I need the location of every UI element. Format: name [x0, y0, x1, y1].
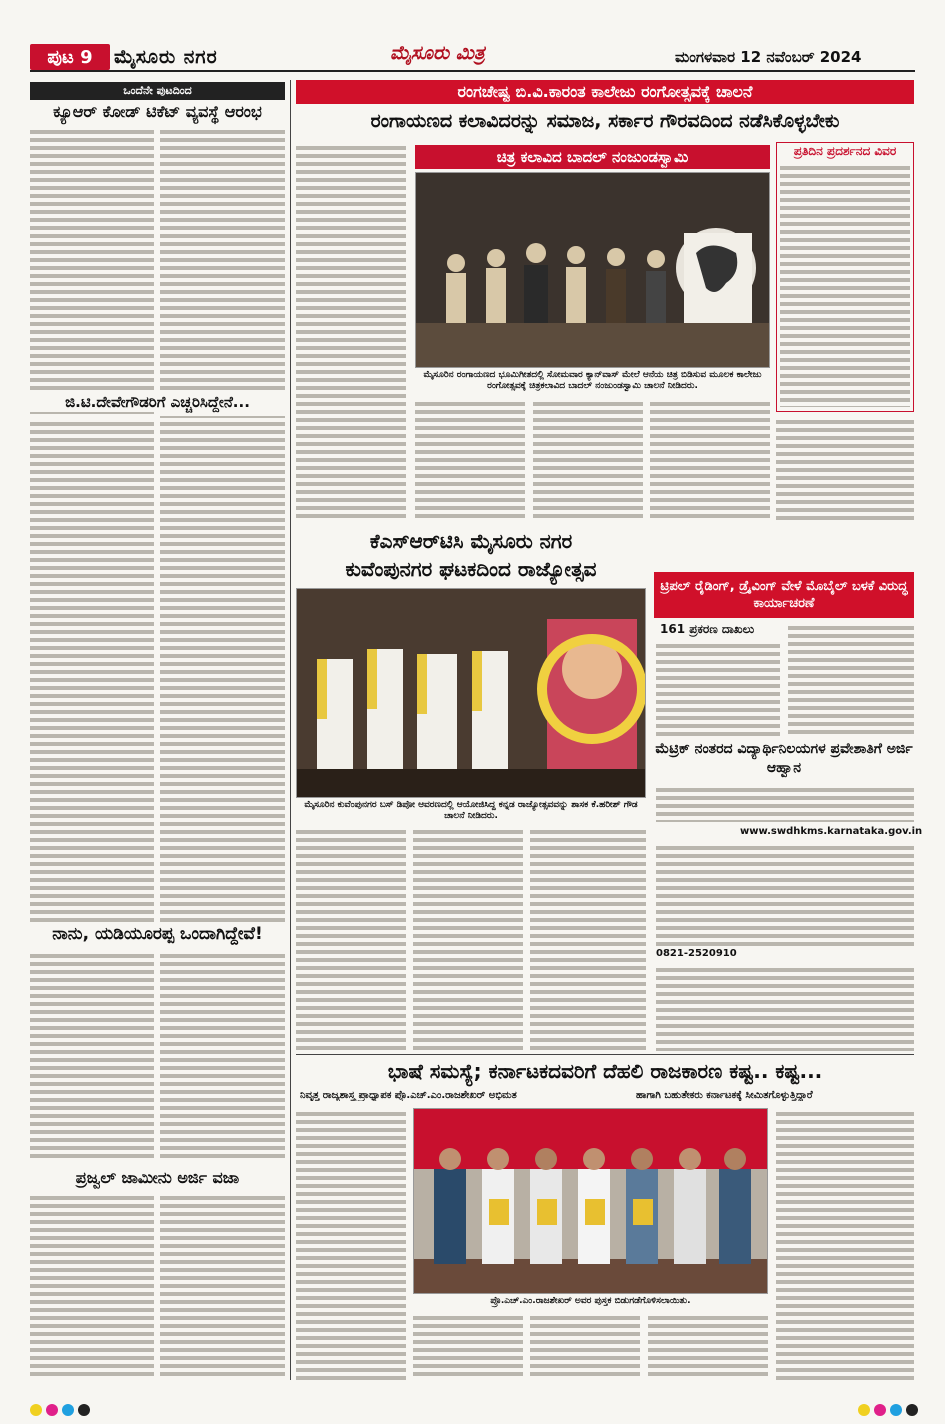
top-story-col2: [415, 398, 525, 522]
registration-marks-right: [858, 1404, 918, 1416]
traffic-headline: ಟ್ರಿಪಲ್ ರೈಡಿಂಗ್, ಡ್ರೈವಿಂಗ್ ವೇಳೆ ಮೊಬೈಲ್ ಬಳಕೆ ವಿರುದ್ಧ ಕಾರ್ಯಾಚರಣೆ: [654, 572, 914, 618]
issue-date: ಮಂಗಳವಾರ 12 ನವೆಂಬರ್ 2024: [675, 48, 862, 66]
top-story-col4: [650, 398, 770, 522]
ny-story-col2: [160, 950, 285, 1162]
bail-story-col1: [30, 1192, 154, 1378]
masthead-logo: ಮೈಸೂರು ಮಿತ್ರ: [390, 42, 485, 64]
top-story-headline: ರಂಗಾಯಣದ ಕಲಾವಿದರನ್ನು ಸಮಾಜ, ಸರ್ಕಾರ ಗೌರವದಿಂದ ನಡೆಸಿಕೊಳ್ಳಬೇಕು: [370, 110, 840, 132]
bail-story-col2: [160, 1192, 285, 1378]
jt-story-col1: [30, 418, 154, 928]
traffic-col1: [656, 640, 780, 736]
page-number-badge: ಪುಟ 9: [30, 44, 110, 70]
top-story-col3: [533, 398, 643, 522]
daily-shows-title: ಪ್ರತಿದಿನ ಪ್ರದರ್ಶನದ ವಿವರ: [793, 144, 897, 158]
section-title: ಮೈಸೂರು ನಗರ: [114, 46, 218, 68]
jt-story-col2: [160, 418, 285, 928]
left-column-kicker: ಒಂದೆನೇ ಪುಟದಿಂದ: [30, 82, 285, 100]
book-release-caption: ಪ್ರೊ.ಎಚ್.ಎಂ.ರಾಜಶೇಖರ್ ಅವರ ಪುಸ್ತಕ ಬಿಡುಗಡೆಗೊಳಿಸಲಾಯಿತು.: [490, 1296, 691, 1306]
hostel-phone: 0821-2520910: [656, 948, 737, 959]
ksrtc-col2: [413, 826, 523, 1051]
bail-headline: ಪ್ರಜ್ವಲ್ ಜಾಮೀನು ಅರ್ಜಿ ವಜಾ: [75, 1168, 240, 1187]
language-col2: [413, 1312, 523, 1380]
language-headline: ಭಾಷೆ ಸಮಸ್ಯೆ; ಕರ್ನಾಟಕದವರಿಗೆ ದೆಹಲಿ ರಾಜಕಾರಣ ಕಷ್ಟ.. ಕಷ್ಟ...: [387, 1059, 823, 1083]
language-subhead-right: ಹಾಗಾಗಿ ಬಹುತೇಕರು ಕರ್ನಾಟಕಕ್ಕೆ ಸೀಮಿತಗೊಳ್ಳುತ್ತಿದ್ದಾರೆ: [636, 1090, 813, 1101]
section-rule: [296, 1054, 914, 1055]
qr-ticket-headline: ಕ್ಯೂಆರ್ ಕೋಡ್ ಟಿಕೆಟ್ ವ್ಯವಸ್ಥೆ ಆರಂಭ: [53, 102, 262, 121]
language-col5: [776, 1108, 914, 1380]
traffic-count: 161 ಪ್ರಕರಣ ದಾಖಲು: [660, 622, 755, 636]
top-story-kicker: ರಂಗಚೇಷ್ಟ ಬಿ.ವಿ.ಕಾರಂತ ಕಾಲೇಜು ರಂಗೋತ್ಸವಕ್ಕೆ ಚಾಲನೆ: [296, 80, 914, 104]
ksrtc-headline-1: ಕೆಎಸ್‌ಆರ್‌ಟಿಸಿ ಮೈಸೂರು ನಗರ: [369, 529, 573, 553]
traffic-col2: [788, 622, 914, 736]
ksrtc-col1: [296, 826, 406, 1051]
book-release-illustration: [414, 1109, 767, 1293]
daily-shows-text: [780, 162, 910, 407]
qr-story-col2: [160, 126, 285, 391]
ksrtc-photo-illustration: [297, 589, 645, 797]
top-story-col5: [776, 416, 914, 522]
ny-story-col1: [30, 950, 154, 1162]
top-story-caption: ಮೈಸೂರಿನ ರಂಗಾಯಣದ ಭೂಮಿಗೀತದಲ್ಲಿ ಸೋಮವಾರ ಕ್ಯಾನ್‌ವಾಸ್ ಮೇಲೆ ಆನೆಯ ಚಿತ್ರ ಬಿಡಿಸುವ ಮೂಲಕ ಕಾಲೇಜು ರಂಗೋತ್ಸವಕ್ಕೆ ಚಿತ್ರಕಲಾವಿದ ಬಾದಲ್ ನಂಜುಂಡಸ್ವಾಮಿ ಚಾಲನೆ ನೀಡಿದರು.: [423, 370, 762, 391]
language-col3: [530, 1312, 640, 1380]
ksrtc-caption: ಮೈಸೂರಿನ ಕುವೆಂಪುನಗರ ಬಸ್ ಡಿಪೋ ಆವರಣದಲ್ಲಿ ಆಯೋಜಿಸಿದ್ದ ಕನ್ನಡ ರಾಜ್ಯೋತ್ಸವವನ್ನು ಶಾಸಕ ಕೆ.ಹರೀಶ್ ಗೌಡ ಚಾಲನೆ ನೀಡಿದರು.: [304, 800, 638, 821]
column-divider: [290, 80, 291, 1380]
language-col4: [648, 1312, 768, 1380]
language-subhead-left: ನಿವೃತ್ತ ರಾಜ್ಯಶಾಸ್ತ್ರ ಪ್ರಾಧ್ಯಾಪಕ ಪ್ರೊ.ಎಚ್.ಎಂ.ರಾಜಶೇಖರ್ ಅಭಿಮತ: [300, 1090, 517, 1101]
hostel-website: www.swdhkms.karnataka.gov.in: [740, 826, 923, 837]
ksrtc-event-photo: [296, 588, 646, 798]
jt-devegowda-headline: ಜಿ.ಟಿ.ದೇವೇಗೌಡರಿಗೆ ಎಚ್ಚರಿಸಿದ್ದೇನೆ...: [30, 392, 285, 412]
hostel-headline: ಮೆಟ್ರಿಕ್ ನಂತರದ ವಿದ್ಯಾರ್ಥಿನಿಲಯಗಳ ಪ್ರವೇಶಾತಿಗೆ ಅರ್ಜಿ ಆಹ್ವಾನ: [655, 741, 913, 776]
hostel-text-2: [656, 842, 914, 946]
hostel-text-1: [656, 784, 914, 822]
event-photo-illustration: [416, 173, 769, 367]
top-story-subhead: ಚಿತ್ರ ಕಲಾವಿದ ಬಾದಲ್ ನಂಜುಂಡಸ್ವಾಮಿ: [415, 145, 770, 169]
language-col1: [296, 1108, 406, 1380]
ny-headline: ನಾನು, ಯಡಿಯೂರಪ್ಪ ಒಂದಾಗಿದ್ದೇವೆ!: [30, 924, 285, 944]
hostel-text-3: [656, 964, 914, 1051]
ksrtc-col3: [530, 826, 646, 1051]
ksrtc-headline-2: ಕುವೆಂಪುನಗರ ಘಟಕದಿಂದ ರಾಜ್ಯೋತ್ಸವ: [345, 557, 597, 581]
registration-marks-left: [30, 1404, 90, 1416]
book-release-photo: [413, 1108, 768, 1294]
event-photo-rangayana: [415, 172, 770, 368]
top-story-col1: [296, 142, 406, 522]
